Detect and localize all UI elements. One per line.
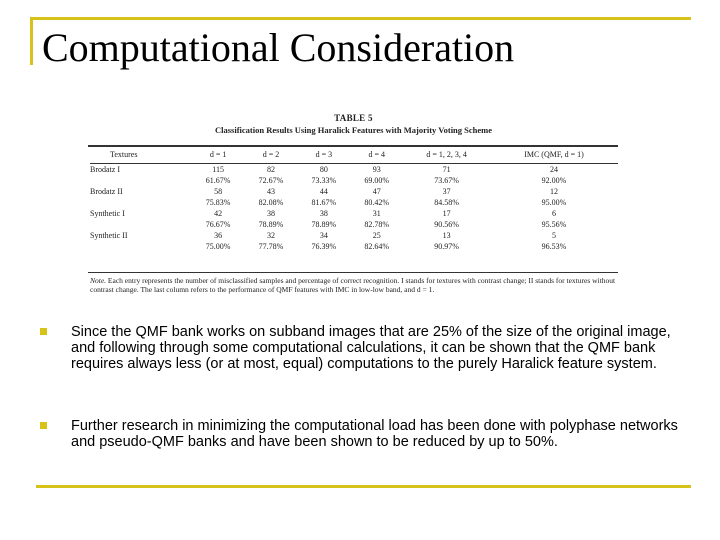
table-cell: 69.00% <box>364 175 390 185</box>
results-table <box>90 147 618 252</box>
table-cell: 12 <box>550 186 559 196</box>
row-label: Synthetic II <box>90 230 128 240</box>
table-cell: 96.53% <box>541 241 567 251</box>
frame-left-rule <box>30 17 33 65</box>
table-cell: 93 <box>372 164 381 174</box>
table-cell: 73.33% <box>311 175 337 185</box>
table-cell: 75.00% <box>205 241 231 251</box>
table-cell: 95.00% <box>541 197 567 207</box>
table-bottom-rule <box>88 272 618 273</box>
table-caption: Classification Results Using Haralick Features with Majority Voting Scheme <box>214 125 493 135</box>
table-cell: 36 <box>214 230 223 240</box>
table-cell: 38 <box>267 208 275 218</box>
table-cell: 78.89% <box>258 219 284 229</box>
frame-bottom-rule <box>36 485 691 488</box>
table-cell: 71 <box>442 164 451 174</box>
header-d3: d = 3 <box>297 147 350 164</box>
table-cell: 92.00% <box>541 175 567 185</box>
bullet-text: Further research in minimizing the computational load has been done with polyphase networks and pseudo-QMF banks and have been shown to be reduced by up to 50%. <box>71 418 678 450</box>
table-cell: 32 <box>267 230 275 240</box>
table-cell: 47 <box>372 186 381 196</box>
table-cell: 13 <box>442 230 451 240</box>
table-row <box>90 208 618 219</box>
table-row <box>90 219 618 230</box>
table-row <box>90 241 618 252</box>
header-textures: Textures <box>90 147 192 164</box>
table-cell: 95.56% <box>541 219 567 229</box>
table-cell: 73.67% <box>434 175 459 185</box>
table-cell: 75.83% <box>205 197 231 207</box>
table-cell: 76.39% <box>311 241 337 251</box>
table-cell: 80.42% <box>364 197 390 207</box>
scanned-table-image <box>86 109 621 305</box>
table-cell: 72.67% <box>258 175 284 185</box>
table-cell: 82.64% <box>364 241 390 251</box>
table-cell: 90.97% <box>434 241 459 251</box>
table-header-row <box>90 147 618 164</box>
table-cell: 44 <box>319 186 328 196</box>
header-imc: IMC (QMF, d = 1) <box>490 147 618 164</box>
table-note <box>90 276 618 294</box>
row-label: Brodatz I <box>90 164 120 174</box>
table-cell: 77.78% <box>258 241 284 251</box>
row-label: Synthetic I <box>90 208 125 218</box>
header-d4: d = 4 <box>350 147 403 164</box>
table-cell: 84.58% <box>434 197 459 207</box>
bullet-text: Since the QMF bank works on subband images that are 25% of the size of the original image, and following through some computational calculations, it can be shown that the QMF bank requires always less (or at most, equal) computations to the purely Haralick feature system. <box>71 324 671 372</box>
table-cell: 76.67% <box>205 219 231 229</box>
table-cell: 43 <box>267 186 275 196</box>
slide-title: Computational Consideration <box>42 25 515 70</box>
table-cell: 82.08% <box>258 197 284 207</box>
square-bullet-icon <box>40 422 47 429</box>
table-row <box>90 197 618 208</box>
header-d2: d = 2 <box>245 147 298 164</box>
row-label: Brodatz II <box>90 186 123 196</box>
table-cell: 58 <box>214 186 223 196</box>
table-cell: 25 <box>372 230 381 240</box>
table-row <box>90 230 618 241</box>
table-cell: 17 <box>442 208 451 218</box>
table-cell: 80 <box>319 164 328 174</box>
table-cell: 6 <box>552 208 557 218</box>
note-lead: Note. <box>90 276 107 285</box>
square-bullet-icon <box>40 328 47 335</box>
table-cell: 78.89% <box>311 219 337 229</box>
header-d1: d = 1 <box>192 147 245 164</box>
table-cell: 34 <box>319 230 328 240</box>
table-cell: 82.78% <box>364 219 390 229</box>
note-body: Each entry represents the number of misclassified samples and percentage of correct recognition. I stands for textures with contrast change; II stands for textures without contrast change. The last column refers to the performance of QMF features with IMC in low-low band, and d = 1. <box>90 276 616 294</box>
header-d-all: d = 1, 2, 3, 4 <box>403 147 490 164</box>
table-number: TABLE 5 <box>334 113 373 123</box>
table-cell: 5 <box>552 230 557 240</box>
table-cell: 115 <box>212 164 224 174</box>
table-cell: 42 <box>214 208 223 218</box>
table-cell: 81.67% <box>311 197 337 207</box>
table-cell: 61.67% <box>205 175 231 185</box>
table-cell: 24 <box>550 164 559 174</box>
table-row <box>90 175 618 186</box>
table-row <box>90 186 618 197</box>
table-cell: 38 <box>319 208 328 218</box>
table-cell: 82 <box>267 164 275 174</box>
frame-top-rule <box>30 17 691 20</box>
table-cell: 90.56% <box>434 219 459 229</box>
table-row <box>90 164 618 176</box>
table-cell: 31 <box>372 208 381 218</box>
table-cell: 37 <box>442 186 451 196</box>
